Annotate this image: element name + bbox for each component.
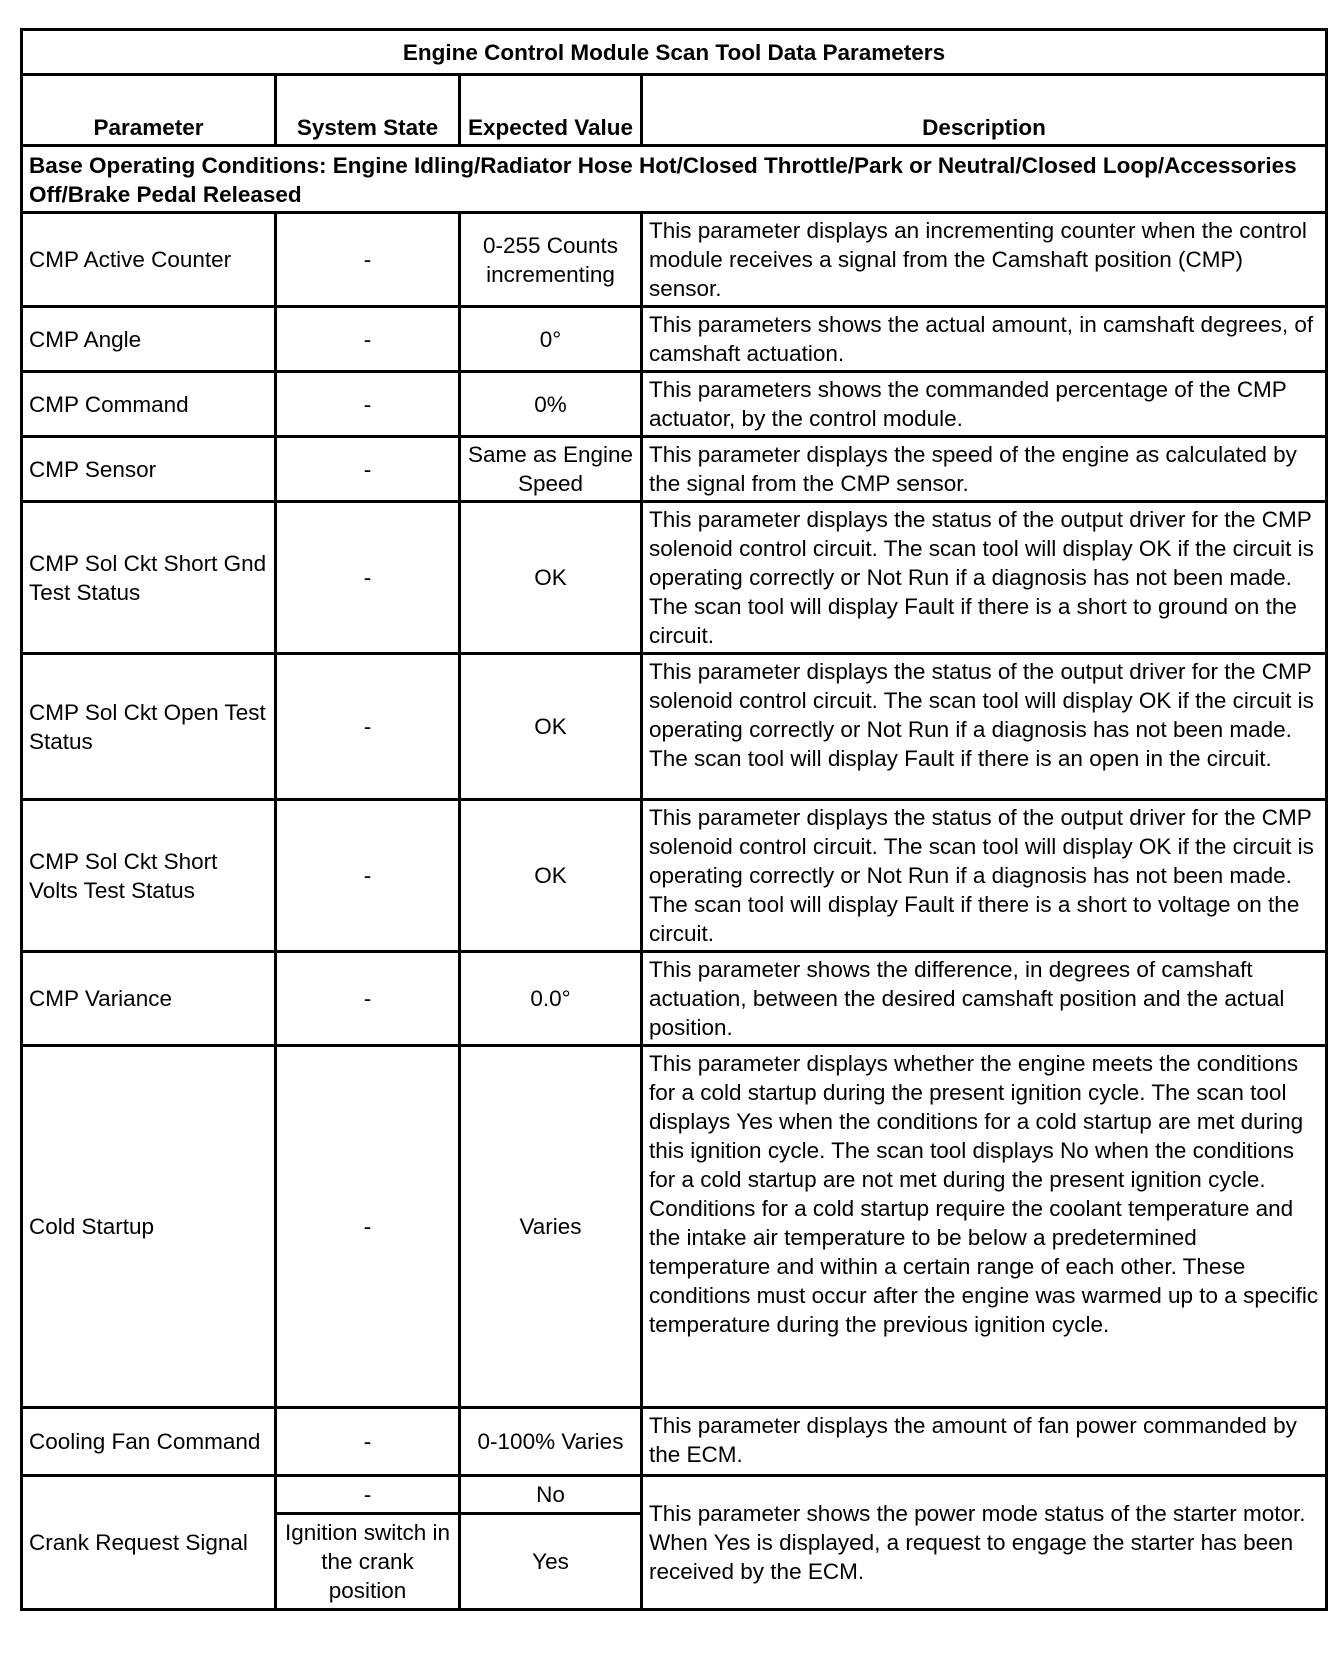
parameter-cell: Cold Startup	[22, 1046, 276, 1408]
parameter-cell: CMP Sol Ckt Open Test Status	[22, 654, 276, 800]
table-row	[22, 952, 1327, 1046]
header-parameter: Parameter	[22, 75, 276, 146]
expected-value-cell: OK	[460, 654, 642, 800]
system-state-cell: -	[276, 952, 460, 1046]
expected-value-cell: 0-100% Varies	[460, 1408, 642, 1476]
parameter-cell: Crank Request Signal	[22, 1476, 276, 1610]
system-state-cell: Ignition switch in the crank position	[276, 1514, 460, 1610]
expected-value-cell: Yes	[460, 1514, 642, 1610]
header-row	[22, 75, 1327, 146]
parameter-cell: CMP Variance	[22, 952, 276, 1046]
scan-tool-data-table	[20, 28, 1328, 1611]
description-cell: This parameter displays the amount of fan power commanded by the ECM.	[642, 1408, 1327, 1476]
parameter-cell: CMP Active Counter	[22, 213, 276, 307]
expected-value-cell: OK	[460, 502, 642, 654]
description-cell: This parameter displays the status of the output driver for the CMP solenoid control circuit. The scan tool will display OK if the circuit is operating correctly or Not Run if a diagnosis has not been made. The scan tool will display Fault if there is a short to ground on the circuit.	[642, 502, 1327, 654]
table-row	[22, 372, 1327, 437]
parameter-cell: Cooling Fan Command	[22, 1408, 276, 1476]
expected-value-cell: 0-255 Counts incrementing	[460, 213, 642, 307]
parameter-cell: CMP Sol Ckt Short Volts Test Status	[22, 800, 276, 952]
parameter-cell: CMP Command	[22, 372, 276, 437]
description-cell: This parameter shows the difference, in degrees of camshaft actuation, between the desired camshaft position and the actual position.	[642, 952, 1327, 1046]
system-state-cell: -	[276, 654, 460, 800]
header-description: Description	[642, 75, 1327, 146]
table-row	[22, 800, 1327, 952]
parameter-cell: CMP Angle	[22, 307, 276, 372]
expected-value-cell: OK	[460, 800, 642, 952]
description-cell: This parameter displays the status of the output driver for the CMP solenoid control circuit. The scan tool will display OK if the circuit is operating correctly or Not Run if a diagnosis has not been made. The scan tool will display Fault if there is an open in the circuit.	[642, 654, 1327, 800]
table-row	[22, 213, 1327, 307]
header-expected-value: Expected Value	[460, 75, 642, 146]
expected-value-cell: Varies	[460, 1046, 642, 1408]
system-state-cell: -	[276, 1046, 460, 1408]
description-cell: This parameter displays an incrementing counter when the control module receives a signal from the Camshaft position (CMP) sensor.	[642, 213, 1327, 307]
description-cell: This parameter displays whether the engine meets the conditions for a cold startup during the present ignition cycle. The scan tool displays Yes when the conditions for a cold startup are met during this ignition cycle. The scan tool displays No when the conditions for a cold startup are not met during the present ignition cycle. Conditions for a cold startup require the coolant temperature and the intake air temperature to be below a predetermined temperature and within a certain range of each other. These conditions must occur after the engine was warmed up to a specific temperature during the previous ignition cycle.	[642, 1046, 1327, 1408]
table-row	[22, 1408, 1327, 1476]
description-cell: This parameters shows the commanded percentage of the CMP actuator, by the control module.	[642, 372, 1327, 437]
system-state-cell: -	[276, 213, 460, 307]
table-row	[22, 1046, 1327, 1408]
table-row	[22, 654, 1327, 800]
description-cell: This parameters shows the actual amount, in camshaft degrees, of camshaft actuation.	[642, 307, 1327, 372]
table-title: Engine Control Module Scan Tool Data Parameters	[22, 30, 1327, 75]
parameter-cell: CMP Sensor	[22, 437, 276, 502]
expected-value-cell: 0%	[460, 372, 642, 437]
system-state-cell: -	[276, 1476, 460, 1514]
system-state-cell: -	[276, 800, 460, 952]
expected-value-cell: 0°	[460, 307, 642, 372]
system-state-cell: -	[276, 437, 460, 502]
table-row	[22, 502, 1327, 654]
expected-value-cell: No	[460, 1476, 642, 1514]
table-row	[22, 437, 1327, 502]
table-row	[22, 307, 1327, 372]
description-cell: This parameter displays the speed of the engine as calculated by the signal from the CMP sensor.	[642, 437, 1327, 502]
description-cell: This parameter shows the power mode status of the starter motor. When Yes is displayed, a request to engage the starter has been received by the ECM.	[642, 1476, 1327, 1610]
header-system-state: System State	[276, 75, 460, 146]
expected-value-cell: Same as Engine Speed	[460, 437, 642, 502]
parameter-cell: CMP Sol Ckt Short Gnd Test Status	[22, 502, 276, 654]
system-state-cell: -	[276, 307, 460, 372]
system-state-cell: -	[276, 1408, 460, 1476]
description-cell: This parameter displays the status of the output driver for the CMP solenoid control circuit. The scan tool will display OK if the circuit is operating correctly or Not Run if a diagnosis has not been made. The scan tool will display Fault if there is a short to voltage on the circuit.	[642, 800, 1327, 952]
table-row	[22, 1476, 1327, 1514]
expected-value-cell: 0.0°	[460, 952, 642, 1046]
system-state-cell: -	[276, 502, 460, 654]
base-operating-conditions: Base Operating Conditions: Engine Idling/Radiator Hose Hot/Closed Throttle/Park or Neutral/Closed Loop/Accessories Off/Brake Pedal Released	[22, 146, 1327, 213]
system-state-cell: -	[276, 372, 460, 437]
